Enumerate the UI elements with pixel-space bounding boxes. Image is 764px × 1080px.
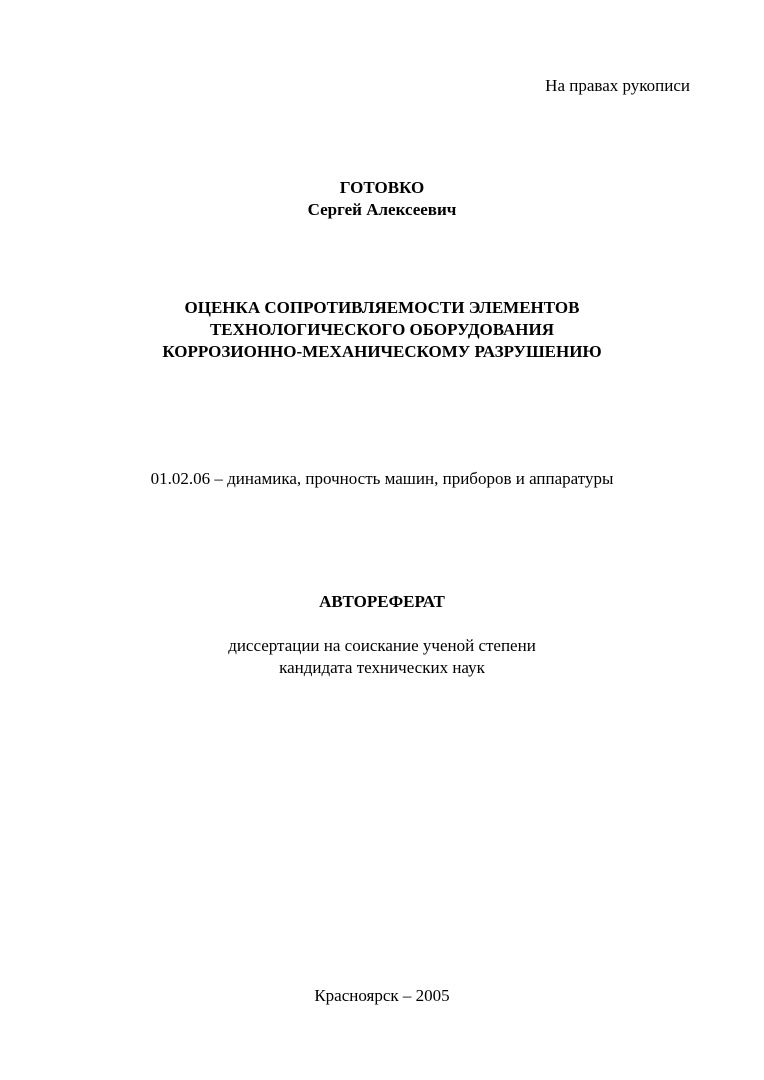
title-line-1: ОЦЕНКА СОПРОТИВЛЯЕМОСТИ ЭЛЕМЕНТОВ: [184, 298, 580, 317]
specialty-code: 01.02.06 – динамика, прочность машин, приборов и аппаратуры: [150, 469, 614, 488]
degree-line-1: диссертации на соискание ученой степени: [228, 636, 536, 655]
degree-line-2: кандидата технических наук: [279, 658, 485, 677]
title-line-3: КОРРОЗИОННО-МЕХАНИЧЕСКОМУ РАЗРУШЕНИЮ: [162, 342, 602, 361]
author-given-names: Сергей Алексеевич: [307, 200, 457, 219]
author-surname: ГОТОВКО: [339, 178, 425, 197]
document-type: АВТОРЕФЕРАТ: [319, 592, 445, 611]
title-line-2: ТЕХНОЛОГИЧЕСКОГО ОБОРУДОВАНИЯ: [209, 320, 555, 339]
place-year: Красноярск – 2005: [314, 986, 450, 1005]
manuscript-rights-note: На правах рукописи: [545, 76, 690, 95]
